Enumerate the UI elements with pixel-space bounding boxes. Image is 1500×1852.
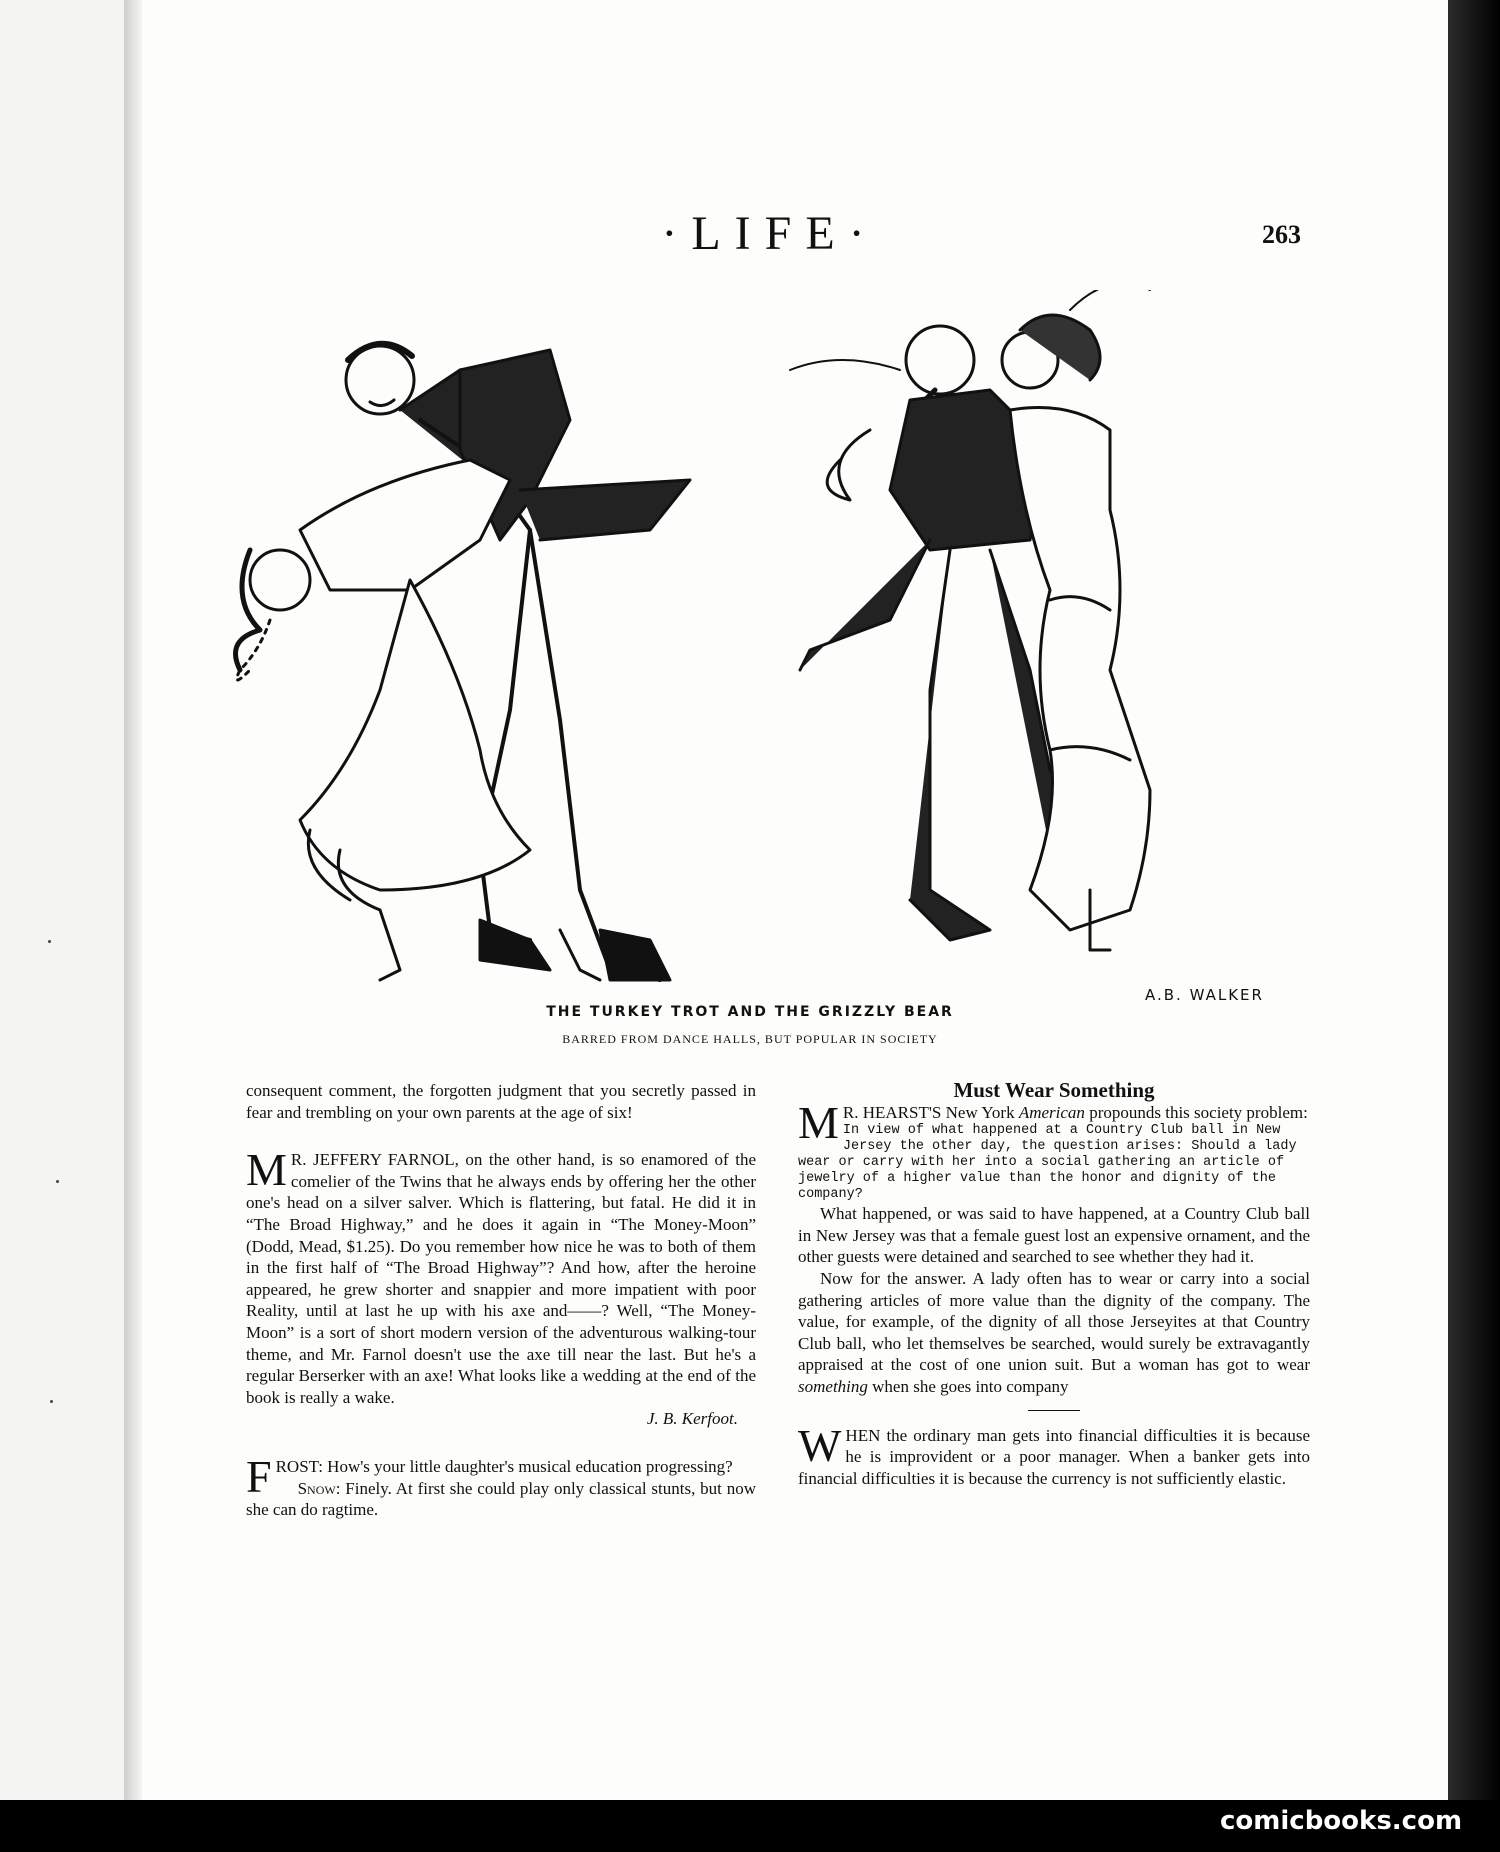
farnol-review-text: R. JEFFERY FARNOL, on the other hand, is so enamored of the comelier of the Twins that he always ends by offering her the other one's head on a silver salver. Which is flattering, but fatal. He did it in “The Broad Highway,” and he does it again in “The Money-Moon” (Dodd, Mead, $1.25). Do you remember how nice he was to both of them in the first half of “The Broad Highway”? And how, after the heroine appeared, he grew shorter and snappier and more impatient with poor Reality, until at last he up with his axe and——? Well, “The Money-Moon” is a sort of short modern version of the adventurous walking-tour theme, and Mr. Farnol doesn't use the axe till near the last. But he's a regular Berserker with an axe! What looks like a wedding at the end of the book is really a wake. — [246, 1150, 756, 1407]
frost-question: ROST: How's your little daughter's musical education progressing? — [275, 1456, 733, 1476]
speaker-name: Snow — [297, 1478, 336, 1498]
hearst-intro-b: propounds this society problem: — [1084, 1102, 1308, 1122]
answer-paragraph — [798, 1268, 1310, 1398]
section-divider — [1028, 1410, 1080, 1411]
page-gutter — [124, 0, 144, 1852]
scan-speck — [56, 1180, 59, 1183]
scan-speck — [50, 1400, 53, 1403]
dancing-couples-illustration — [230, 290, 1350, 990]
masthead: ·LIFE· — [661, 207, 879, 260]
review-signature: J. B. Kerfoot. — [646, 1409, 738, 1429]
article-heading: Must Wear Something — [953, 1078, 1155, 1102]
drop-cap: M — [246, 1144, 287, 1196]
illustration-caption-subtitle: BARRED FROM DANCE HALLS, BUT POPULAR IN SOCIETY — [562, 1032, 938, 1046]
newspaper-name: American — [1018, 1102, 1085, 1122]
what-happened-paragraph: What happened, or was said to have happened, at a Country Club ball in New Jersey was that a female guest lost an expensive ornament, and the other guests were detained and searched to see whether they had it. — [798, 1204, 1310, 1267]
hearst-intro — [798, 1096, 1310, 1148]
snow-answer-text: : Finely. At first she could play only classical stunts, but now she can do ragtime. — [246, 1478, 756, 1520]
right-woman-figure — [1002, 290, 1150, 950]
continued-paragraph: consequent comment, the forgotten judgment that you secretly passed in fear and trembling on your own parents at the age of six! — [246, 1081, 756, 1122]
site-watermark: comicbooks.com — [1220, 1806, 1463, 1836]
illustration-caption-title: THE TURKEY TROT AND THE GRIZZLY BEAR — [546, 1004, 954, 1020]
drop-cap: M — [798, 1096, 839, 1148]
page-number: 263 — [1262, 220, 1301, 249]
banker-paragraph — [798, 1419, 1310, 1490]
answer-text-a: Now for the answer. A lady often has to wear or carry into a social gathering articles of more value than the dignity of the company. The value, for example, of the dignity of all those Jerseyites at that Country Club ball, who let themselves be searched, would surely be extravagantly appraised at the cost of one union suit. But a woman has got to wear — [798, 1268, 1310, 1375]
scan-speck — [48, 940, 51, 943]
facing-page-edge — [0, 0, 124, 1852]
drop-cap: F — [246, 1450, 272, 1502]
emphasis-word: something — [798, 1376, 868, 1396]
right-text-column — [798, 1080, 1310, 1489]
page-edge-shadow — [1448, 0, 1500, 1800]
hearst-intro-a: R. HEARST'S New York — [842, 1102, 1019, 1122]
banker-text: HEN the ordinary man gets into financial difficulties it is because he is improvident or a poor manager. When a banker gets into financial difficulties it is because the currency is not sufficiently elastic. — [798, 1425, 1310, 1488]
farnol-review — [246, 1144, 756, 1408]
artist-signature: A.B. WALKER — [1145, 986, 1264, 1004]
drop-cap: W — [798, 1419, 842, 1471]
answer-text-b: when she goes into company — [867, 1376, 1069, 1396]
quoted-passage: In view of what happened at a Country Club ball in New Jersey the other day, the question arises: Should a lady wear or carry with her into a social gathering an article of jewelry of a higher value than the honor and dignity of the company? — [798, 1123, 1297, 1203]
snow-answer — [246, 1478, 756, 1521]
left-text-column — [246, 1080, 756, 1521]
